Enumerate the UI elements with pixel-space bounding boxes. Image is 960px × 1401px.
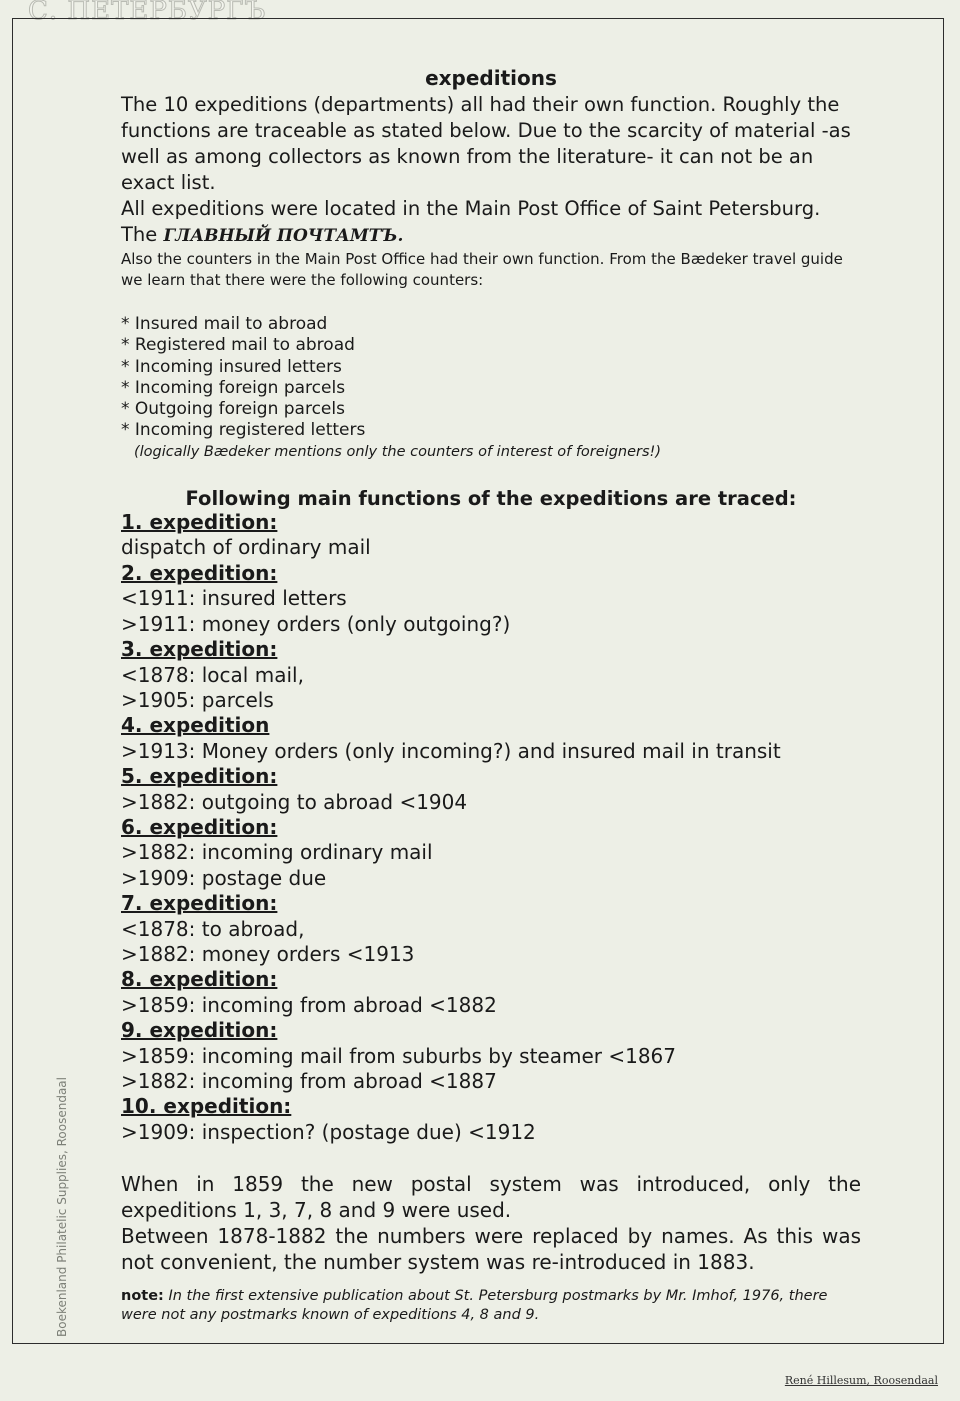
expedition-title: 1. expedition: [121,510,278,535]
expedition-line: >1909: postage due [121,865,327,890]
expedition-title: 4. expedition [121,713,270,738]
closing-section [121,1171,861,1275]
counter-item: * Outgoing foreign parcels [121,399,345,420]
expedition-title: 2. expedition: [121,560,278,585]
expeditions-list [121,510,861,1145]
expedition-line: >1882: incoming from abroad <1887 [121,1069,497,1094]
expedition-line: >1911: money orders (only outgoing?) [121,611,511,636]
counters-list [121,314,861,463]
expedition-title: 9. expedition: [121,1018,278,1043]
expedition-line: >1882: outgoing to abroad <1904 [121,789,468,814]
expedition-title: 7. expedition: [121,891,278,916]
closing-paragraph-2: Between 1878-1882 the numbers were replaced by names. As this was not convenient, the number system was re-introduced in 1883. [121,1224,861,1275]
expedition-line: >1913: Money orders (only incoming?) and insured mail in transit [121,738,781,763]
intro-paragraph-3 [121,222,861,249]
intro-paragraph-2: All expeditions were located in the Main Post Office of Saint Petersburg. [121,197,821,220]
expedition-line: >1859: incoming from abroad <1882 [121,992,497,1017]
intro-paragraph-4: Also the counters in the Main Post Office had their own function. From the Bædeker travel guide we learn that there were the following counters: [121,250,843,289]
expedition-title: 10. expedition: [121,1094,292,1119]
expedition-line: >1905: parcels [121,687,274,712]
page-header-title: С. ПЕТЕРБУРГЪ [28,0,267,26]
counters-note: (logically Bædeker mentions only the counters of interest of foreigners!) [134,443,662,460]
intro-paragraph-1: The 10 expeditions (departments) all had their own function. Roughly the functions are traceable as stated below. Due to the scarcity of material -as well as among collectors as known from the literature- it can not be an exact list. [121,93,851,194]
traced-functions-heading: Following main functions of the expeditions are traced: [185,487,797,511]
counter-item: * Insured mail to abroad [121,314,328,334]
footnote-text: In the first extensive publication about St. Petersburg postmarks by Mr. Imhof, 1976, there were not any postmarks known of expeditions 4, 8 and 9. [121,1288,828,1324]
expedition-line: <1878: local mail, [121,662,304,687]
expedition-line: >1909: inspection? (postage due) <1912 [121,1119,536,1144]
expedition-title: 6. expedition: [121,814,278,839]
author-credit: René Hillesum, Roosendaal [784,1374,938,1387]
counter-item: * Incoming insured letters [121,356,342,377]
publisher-side-label: Boekenland Philatelic Supplies, Roosendaal [55,1077,69,1337]
closing-paragraph-1: When in 1859 the new postal system was introduced, only the expeditions 1, 3, 7, 8 and 9 were used. [121,1172,861,1223]
footnote [121,1287,861,1325]
expedition-line: <1911: insured letters [121,586,347,611]
expedition-title: 3. expedition: [121,637,278,662]
counter-item: * Incoming foreign parcels [121,377,346,398]
expedition-line: >1882: money orders <1913 [121,941,415,966]
expedition-line: <1878: to abroad, [121,916,305,941]
intro-paragraph-3-prefix: The [121,223,164,246]
expedition-line: >1882: incoming ordinary mail [121,840,433,865]
expedition-line: >1859: incoming mail from suburbs by steamer <1867 [121,1043,676,1068]
russian-post-office-name: ГЛАВНЫЙ ПОЧТАМТЪ. [163,226,404,246]
counter-item: * Registered mail to abroad [121,335,355,356]
expedition-title: 8. expedition: [121,967,278,992]
footnote-label: note: [121,1288,164,1305]
page-content [121,66,861,1325]
intro-section [121,92,861,291]
page-title: expeditions [425,66,557,90]
expedition-title: 5. expedition: [121,764,278,789]
counter-item: * Incoming registered letters [121,420,366,441]
expedition-line: dispatch of ordinary mail [121,535,371,560]
